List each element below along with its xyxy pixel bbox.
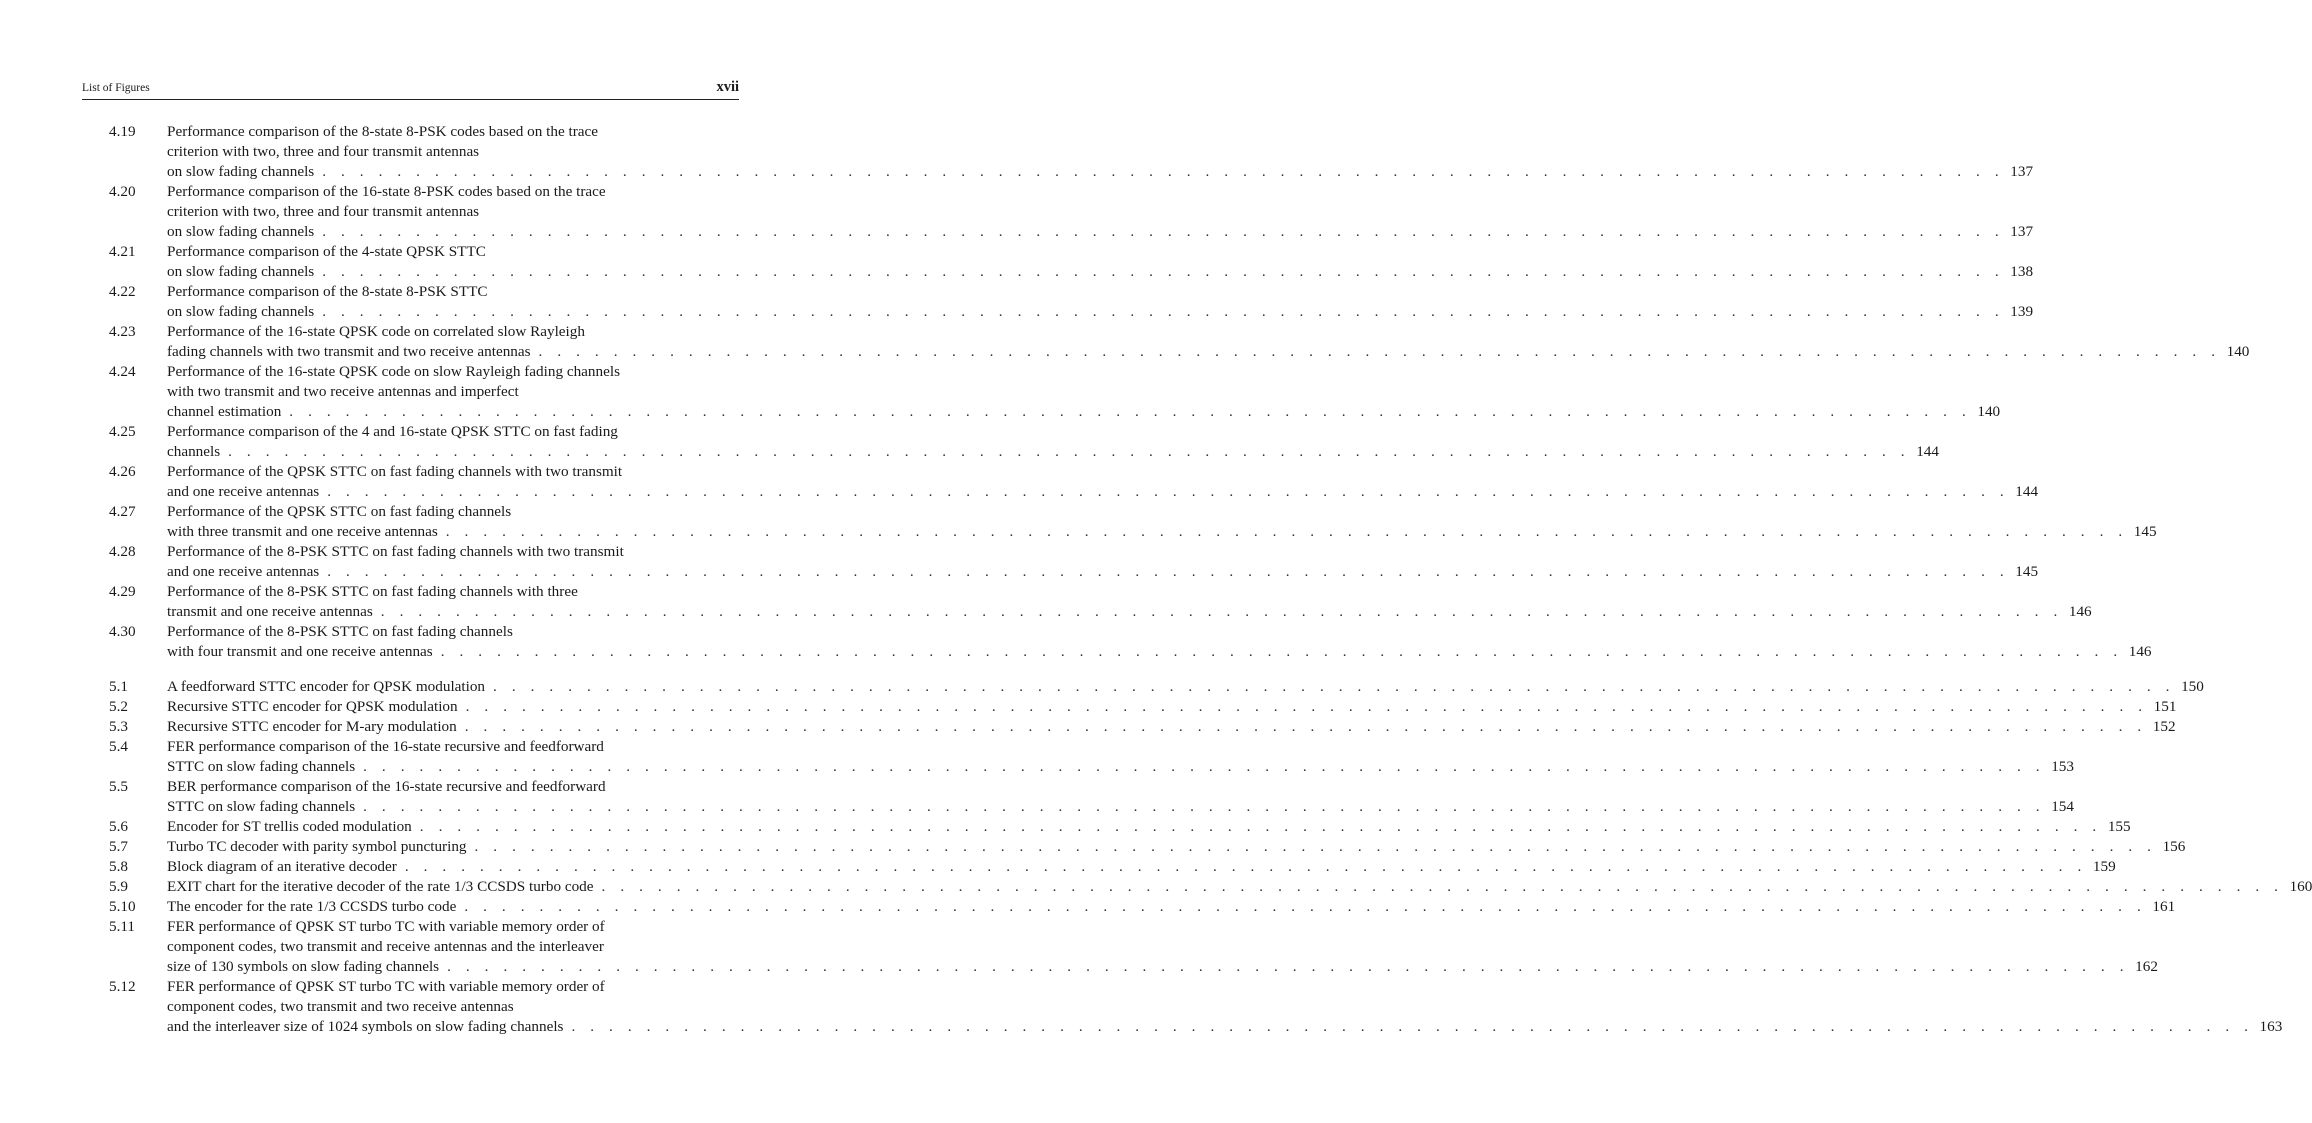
caption-line: Performance of the 16-state QPSK code on slow Rayleigh fading channels <box>167 363 620 380</box>
dot-leader: . . . . . . . . . . . . . . . . . . . . . . . . . . . . . . . . . . . . . . . . . . . . . . . . . . . . . . . . . . . . . . . . . . . . . . . . . . . . . . . . . . . . . . . . . . <box>228 443 1911 460</box>
figure-page-number: 151 <box>2153 698 2177 715</box>
caption-line: and the interleaver size of 1024 symbols on slow fading channels <box>167 1018 564 1035</box>
caption-line: Performance comparison of the 16-state 8-PSK codes based on the trace <box>167 183 606 200</box>
figure-entry[interactable] <box>0 362 2001 422</box>
caption-line: A feedforward STTC encoder for QPSK modulation <box>167 678 486 695</box>
figure-page-number: 140 <box>2226 343 2250 360</box>
figure-caption <box>167 817 2131 837</box>
caption-line: and one receive antennas <box>167 563 320 580</box>
figure-caption <box>167 282 2034 322</box>
figure-entry[interactable] <box>0 817 2131 837</box>
caption-line: fading channels with two transmit and two receive antennas <box>167 343 531 360</box>
caption-line: channel estimation <box>167 403 282 420</box>
caption-last-line <box>167 857 2116 877</box>
figure-caption <box>167 242 2034 282</box>
figure-caption <box>167 717 2176 737</box>
figure-number: 5.11 <box>109 918 136 935</box>
figure-page-number: 159 <box>2092 858 2116 875</box>
caption-line: on slow fading channels <box>167 163 315 180</box>
figure-entry[interactable] <box>0 877 2312 897</box>
figure-entry[interactable] <box>0 737 2074 777</box>
dot-leader: . . . . . . . . . . . . . . . . . . . . . . . . . . . . . . . . . . . . . . . . . . . . . . . . . . . . . . . . . . . . . . . . . . . . . . . . . . . . . . . . . . . . . . . . . . <box>571 1018 2254 1035</box>
dot-leader: . . . . . . . . . . . . . . . . . . . . . . . . . . . . . . . . . . . . . . . . . . . . . . . . . . . . . . . . . . . . . . . . . . . . . . . . . . . . . . . . . . . . . . . . . . <box>445 523 2128 540</box>
figure-entry[interactable] <box>0 282 2034 322</box>
caption-line: Performance of the 8-PSK STTC on fast fading channels with three <box>167 583 578 600</box>
caption-line: on slow fading channels <box>167 223 315 240</box>
figure-caption <box>167 777 2074 817</box>
caption-last-line <box>167 717 2176 737</box>
figure-number: 4.28 <box>109 543 136 560</box>
figure-page-number: 137 <box>2010 163 2034 180</box>
dot-leader: . . . . . . . . . . . . . . . . . . . . . . . . . . . . . . . . . . . . . . . . . . . . . . . . . . . . . . . . . . . . . . . . . . . . . . . . . . . . . . . . . . . . . . . . . . <box>447 958 2130 975</box>
page-number: xvii <box>716 79 739 95</box>
figure-page-number: 150 <box>2181 678 2204 695</box>
caption-line: with three transmit and one receive antennas <box>167 523 438 540</box>
figure-number: 5.4 <box>109 738 128 755</box>
figure-number: 5.7 <box>109 838 128 855</box>
figure-page-number: 146 <box>2128 643 2152 660</box>
dot-leader: . . . . . . . . . . . . . . . . . . . . . . . . . . . . . . . . . . . . . . . . . . . . . . . . . . . . . . . . . . . . . . . . . . . . . . . . . . . . . . . . . . . . . . . . . . <box>493 678 2176 695</box>
dot-leader: . . . . . . . . . . . . . . . . . . . . . . . . . . . . . . . . . . . . . . . . . . . . . . . . . . . . . . . . . . . . . . . . . . . . . . . . . . . . . . . . . . . . . . . . . . <box>322 263 2005 280</box>
caption-line: Performance of the QPSK STTC on fast fading channels <box>167 503 512 520</box>
figure-number: 4.19 <box>109 123 136 140</box>
list-of-figures <box>0 122 2312 1037</box>
caption-last-line <box>167 482 2039 502</box>
dot-leader: . . . . . . . . . . . . . . . . . . . . . . . . . . . . . . . . . . . . . . . . . . . . . . . . . . . . . . . . . . . . . . . . . . . . . . . . . . . . . . . . . . . . . . . . . . <box>404 858 2087 875</box>
figure-entry[interactable] <box>0 857 2116 877</box>
caption-last-line <box>167 757 2074 777</box>
caption-line: STTC on slow fading channels <box>167 758 356 775</box>
caption-line: BER performance comparison of the 16-state recursive and feedforward <box>167 778 606 795</box>
dot-leader: . . . . . . . . . . . . . . . . . . . . . . . . . . . . . . . . . . . . . . . . . . . . . . . . . . . . . . . . . . . . . . . . . . . . . . . . . . . . . . . . . . . . . . . . . . <box>440 643 2123 660</box>
figure-page-number: 152 <box>2152 718 2176 735</box>
figure-entry[interactable] <box>0 582 2092 622</box>
figure-page-number: 153 <box>2051 758 2074 775</box>
figure-caption <box>167 877 2312 897</box>
dot-leader: . . . . . . . . . . . . . . . . . . . . . . . . . . . . . . . . . . . . . . . . . . . . . . . . . . . . . . . . . . . . . . . . . . . . . . . . . . . . . . . . . . . . . . . . . . <box>601 878 2284 895</box>
caption-line: component codes, two transmit and receive antennas and the interleaver <box>167 938 604 955</box>
caption-last-line <box>167 262 2034 282</box>
section-title: List of Figures <box>82 82 150 94</box>
dot-leader: . . . . . . . . . . . . . . . . . . . . . . . . . . . . . . . . . . . . . . . . . . . . . . . . . . . . . . . . . . . . . . . . . . . . . . . . . . . . . . . . . . . . . . . . . . <box>363 798 2046 815</box>
caption-last-line <box>167 877 2312 897</box>
figure-page-number: 160 <box>2289 878 2312 895</box>
caption-last-line <box>167 302 2034 322</box>
caption-last-line <box>167 697 2177 717</box>
figure-caption <box>167 622 2152 662</box>
dot-leader: . . . . . . . . . . . . . . . . . . . . . . . . . . . . . . . . . . . . . . . . . . . . . . . . . . . . . . . . . . . . . . . . . . . . . . . . . . . . . . . . . . . . . . . . . . <box>322 303 2005 320</box>
figure-entry[interactable] <box>0 677 2204 697</box>
caption-last-line <box>167 562 2039 582</box>
figure-caption <box>167 737 2074 777</box>
figure-number: 4.25 <box>109 423 136 440</box>
caption-line: FER performance of QPSK ST turbo TC with variable memory order of <box>167 978 605 995</box>
caption-last-line <box>167 957 2158 977</box>
figure-page-number: 145 <box>2015 563 2039 580</box>
figure-entry[interactable] <box>0 717 2176 737</box>
figure-entry[interactable] <box>0 777 2074 817</box>
dot-leader: . . . . . . . . . . . . . . . . . . . . . . . . . . . . . . . . . . . . . . . . . . . . . . . . . . . . . . . . . . . . . . . . . . . . . . . . . . . . . . . . . . . . . . . . . . <box>474 838 2157 855</box>
caption-line: Performance of the 8-PSK STTC on fast fading channels with two transmit <box>167 543 624 560</box>
caption-last-line <box>167 162 2034 182</box>
caption-last-line <box>167 837 2186 857</box>
figure-entry[interactable] <box>0 422 1939 462</box>
caption-line: EXIT chart for the iterative decoder of the rate 1/3 CCSDS turbo code <box>167 878 594 895</box>
dot-leader: . . . . . . . . . . . . . . . . . . . . . . . . . . . . . . . . . . . . . . . . . . . . . . . . . . . . . . . . . . . . . . . . . . . . . . . . . . . . . . . . . . . . . . . . . . <box>327 563 2010 580</box>
caption-line: Performance comparison of the 8-state 8-PSK codes based on the trace <box>167 123 599 140</box>
figure-number: 5.5 <box>109 778 128 795</box>
figure-entry[interactable] <box>0 837 2186 857</box>
caption-last-line <box>167 642 2152 662</box>
caption-last-line <box>167 817 2131 837</box>
caption-line: criterion with two, three and four transmit antennas <box>167 203 480 220</box>
figure-entry[interactable] <box>0 502 2157 542</box>
figure-page-number: 161 <box>2152 898 2176 915</box>
figure-entry[interactable] <box>0 462 2039 502</box>
caption-line: Block diagram of an iterative decoder <box>167 858 397 875</box>
caption-line: criterion with two, three and four transmit antennas <box>167 143 480 160</box>
figure-number: 5.9 <box>109 878 128 895</box>
caption-line: channels <box>167 443 221 460</box>
figure-caption <box>167 697 2177 717</box>
figure-number: 4.26 <box>109 463 136 480</box>
figure-caption <box>167 322 2250 362</box>
figure-number: 5.1 <box>109 678 128 695</box>
header-rule <box>82 99 739 100</box>
running-header <box>82 80 739 100</box>
caption-line: on slow fading channels <box>167 263 315 280</box>
figure-page-number: 145 <box>2133 523 2157 540</box>
dot-leader: . . . . . . . . . . . . . . . . . . . . . . . . . . . . . . . . . . . . . . . . . . . . . . . . . . . . . . . . . . . . . . . . . . . . . . . . . . . . . . . . . . . . . . . . . . <box>363 758 2046 775</box>
figure-caption <box>167 422 1939 462</box>
caption-line: FER performance comparison of the 16-state recursive and feedforward <box>167 738 604 755</box>
caption-line: on slow fading channels <box>167 303 315 320</box>
caption-line: component codes, two transmit and two receive antennas <box>167 998 514 1015</box>
dot-leader: . . . . . . . . . . . . . . . . . . . . . . . . . . . . . . . . . . . . . . . . . . . . . . . . . . . . . . . . . . . . . . . . . . . . . . . . . . . . . . . . . . . . . . . . . . <box>322 223 2005 240</box>
figure-entry[interactable] <box>0 122 2034 182</box>
figure-number: 5.3 <box>109 718 128 735</box>
caption-line: size of 130 symbols on slow fading channels <box>167 958 440 975</box>
figure-number: 4.27 <box>109 503 136 520</box>
figure-caption <box>167 122 2034 182</box>
group-gap <box>0 662 816 677</box>
dot-leader: . . . . . . . . . . . . . . . . . . . . . . . . . . . . . . . . . . . . . . . . . . . . . . . . . . . . . . . . . . . . . . . . . . . . . . . . . . . . . . . . . . . . . . . . . . <box>289 403 1972 420</box>
caption-line: Performance of the 8-PSK STTC on fast fading channels <box>167 623 513 640</box>
caption-last-line <box>167 677 2204 697</box>
caption-line: Encoder for ST trellis coded modulation <box>167 818 412 835</box>
dot-leader: . . . . . . . . . . . . . . . . . . . . . . . . . . . . . . . . . . . . . . . . . . . . . . . . . . . . . . . . . . . . . . . . . . . . . . . . . . . . . . . . . . . . . . . . . . <box>538 343 2221 360</box>
figure-entry[interactable] <box>0 182 2034 242</box>
figure-caption <box>167 837 2186 857</box>
dot-leader: . . . . . . . . . . . . . . . . . . . . . . . . . . . . . . . . . . . . . . . . . . . . . . . . . . . . . . . . . . . . . . . . . . . . . . . . . . . . . . . . . . . . . . . . . . <box>380 603 2063 620</box>
figure-entry[interactable] <box>0 917 2158 977</box>
figure-number: 4.20 <box>109 183 136 200</box>
caption-line: STTC on slow fading channels <box>167 798 356 815</box>
figure-number: 5.12 <box>109 978 136 995</box>
dot-leader: . . . . . . . . . . . . . . . . . . . . . . . . . . . . . . . . . . . . . . . . . . . . . . . . . . . . . . . . . . . . . . . . . . . . . . . . . . . . . . . . . . . . . . . . . . <box>322 163 2005 180</box>
caption-line: transmit and one receive antennas <box>167 603 373 620</box>
figure-caption <box>167 462 2039 502</box>
dot-leader: . . . . . . . . . . . . . . . . . . . . . . . . . . . . . . . . . . . . . . . . . . . . . . . . . . . . . . . . . . . . . . . . . . . . . . . . . . . . . . . . . . . . . . . . . . <box>464 718 2147 735</box>
caption-last-line <box>167 897 2176 917</box>
caption-last-line <box>167 522 2157 542</box>
figure-number: 4.30 <box>109 623 136 640</box>
caption-line: Recursive STTC encoder for QPSK modulation <box>167 698 458 715</box>
figure-number: 4.24 <box>109 363 136 380</box>
caption-line: Recursive STTC encoder for M-ary modulation <box>167 718 457 735</box>
caption-last-line <box>167 797 2074 817</box>
figure-entry[interactable] <box>0 697 2177 717</box>
figure-page-number: 163 <box>2259 1018 2283 1035</box>
figure-caption <box>167 502 2157 542</box>
caption-last-line <box>167 402 2001 422</box>
figure-caption <box>167 182 2034 242</box>
figure-entry[interactable] <box>0 242 2034 282</box>
caption-line: Performance comparison of the 4-state QPSK STTC <box>167 243 486 260</box>
caption-line: with two transmit and two receive antennas and imperfect <box>167 383 519 400</box>
figure-page-number: 154 <box>2051 798 2074 815</box>
figure-page-number: 144 <box>2015 483 2039 500</box>
caption-last-line <box>167 442 1939 462</box>
figure-number: 5.2 <box>109 698 128 715</box>
figure-entry[interactable] <box>0 622 2152 662</box>
figure-page-number: 156 <box>2162 838 2186 855</box>
caption-line: Performance comparison of the 4 and 16-state QPSK STTC on fast fading <box>167 423 618 440</box>
figure-caption <box>167 917 2158 977</box>
dot-leader: . . . . . . . . . . . . . . . . . . . . . . . . . . . . . . . . . . . . . . . . . . . . . . . . . . . . . . . . . . . . . . . . . . . . . . . . . . . . . . . . . . . . . . . . . . <box>464 898 2147 915</box>
figure-page-number: 146 <box>2068 603 2092 620</box>
figure-page-number: 138 <box>2010 263 2034 280</box>
figure-number: 5.6 <box>109 818 128 835</box>
figure-entry[interactable] <box>0 897 2176 917</box>
dot-leader: . . . . . . . . . . . . . . . . . . . . . . . . . . . . . . . . . . . . . . . . . . . . . . . . . . . . . . . . . . . . . . . . . . . . . . . . . . . . . . . . . . . . . . . . . . <box>465 698 2148 715</box>
figure-page-number: 140 <box>1977 403 2001 420</box>
figure-page-number: 144 <box>1916 443 1939 460</box>
caption-line: Performance of the 16-state QPSK code on correlated slow Rayleigh <box>167 323 585 340</box>
figure-page-number: 162 <box>2135 958 2158 975</box>
figure-entry[interactable] <box>0 322 2250 362</box>
caption-line: Turbo TC decoder with parity symbol puncturing <box>167 838 467 855</box>
caption-last-line <box>167 602 2092 622</box>
caption-last-line <box>167 222 2034 242</box>
figure-number: 5.10 <box>109 898 136 915</box>
caption-line: Performance comparison of the 8-state 8-PSK STTC <box>167 283 488 300</box>
figure-caption <box>167 582 2092 622</box>
figure-number: 4.29 <box>109 583 136 600</box>
figure-number: 4.23 <box>109 323 136 340</box>
caption-line: The encoder for the rate 1/3 CCSDS turbo code <box>167 898 457 915</box>
figure-page-number: 139 <box>2010 303 2034 320</box>
caption-line: Performance of the QPSK STTC on fast fading channels with two transmit <box>167 463 623 480</box>
caption-line: and one receive antennas <box>167 483 320 500</box>
figure-caption <box>167 977 2283 1037</box>
figure-caption <box>167 362 2001 422</box>
figure-number: 4.22 <box>109 283 136 300</box>
dot-leader: . . . . . . . . . . . . . . . . . . . . . . . . . . . . . . . . . . . . . . . . . . . . . . . . . . . . . . . . . . . . . . . . . . . . . . . . . . . . . . . . . . . . . . . . . . <box>327 483 2010 500</box>
figure-caption <box>167 857 2116 877</box>
figure-page-number: 155 <box>2107 818 2131 835</box>
figure-number: 4.21 <box>109 243 136 260</box>
figure-entry[interactable] <box>0 977 2283 1037</box>
figure-entry[interactable] <box>0 542 2039 582</box>
caption-last-line <box>167 1017 2283 1037</box>
figure-caption <box>167 677 2204 697</box>
figure-page-number: 137 <box>2010 223 2034 240</box>
caption-line: with four transmit and one receive antennas <box>167 643 433 660</box>
figure-caption <box>167 897 2176 917</box>
dot-leader: . . . . . . . . . . . . . . . . . . . . . . . . . . . . . . . . . . . . . . . . . . . . . . . . . . . . . . . . . . . . . . . . . . . . . . . . . . . . . . . . . . . . . . . . . . <box>419 818 2102 835</box>
caption-line: FER performance of QPSK ST turbo TC with variable memory order of <box>167 918 605 935</box>
figure-caption <box>167 542 2039 582</box>
figure-number: 5.8 <box>109 858 128 875</box>
caption-last-line <box>167 342 2250 362</box>
